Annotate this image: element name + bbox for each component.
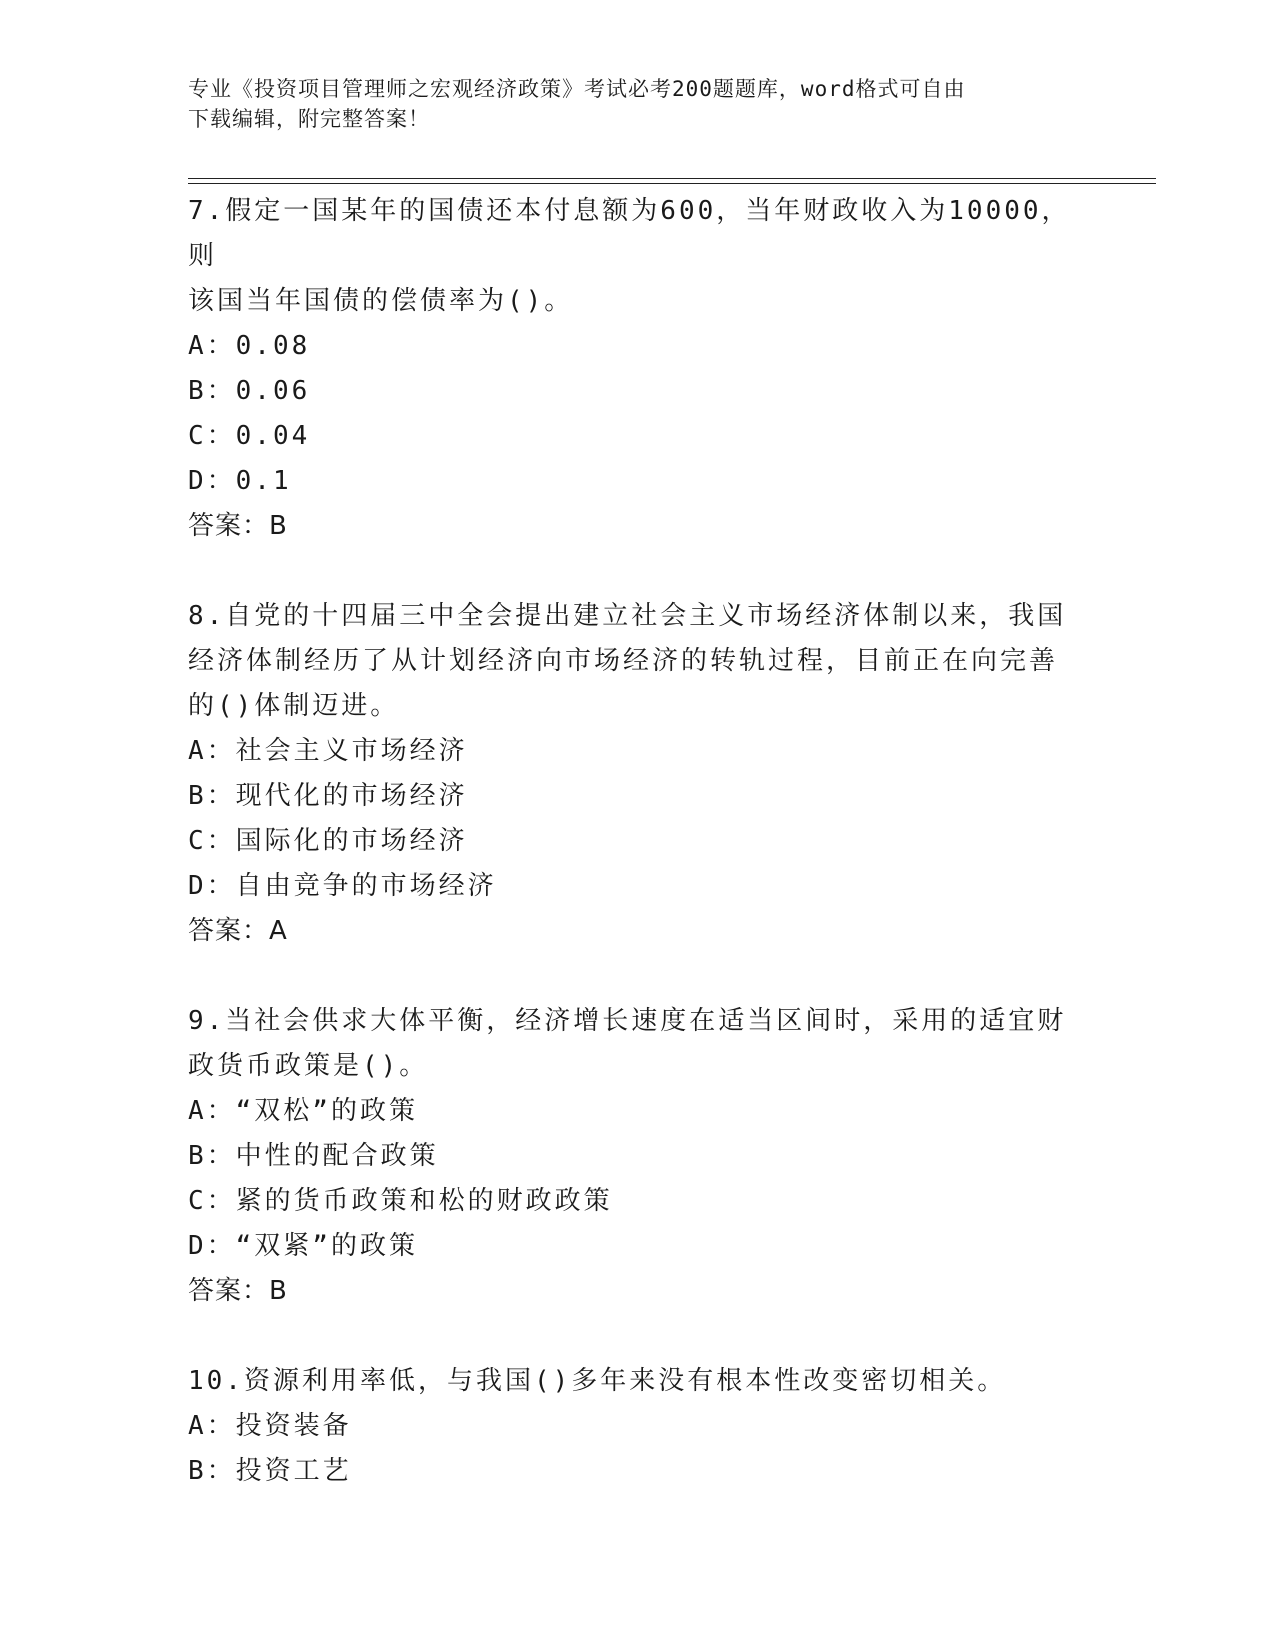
document-header xyxy=(188,74,1088,134)
option-d: D：自由竞争的市场经济 xyxy=(188,871,497,901)
question-10 xyxy=(188,1359,1088,1494)
option-b: B：现代化的市场经济 xyxy=(188,781,468,811)
option-a: A：社会主义市场经济 xyxy=(188,736,468,766)
question-text-line: 9.当社会供求大体平衡，经济增长速度在适当区间时，采用的适宜财 xyxy=(188,1006,1067,1036)
header-line-2: 下载编辑，附完整答案！ xyxy=(188,107,430,131)
option-a: A：投资装备 xyxy=(188,1411,352,1441)
question-text-line: 10.资源利用率低，与我国()多年来没有根本性改变密切相关。 xyxy=(188,1366,1007,1396)
question-7 xyxy=(188,189,1088,549)
header-divider-top xyxy=(188,178,1156,179)
question-text-line: 该国当年国债的偿债率为()。 xyxy=(188,286,574,316)
option-b: B：投资工艺 xyxy=(188,1456,352,1486)
answer-line: 答案：B xyxy=(188,1276,288,1306)
option-a: A：0.08 xyxy=(188,331,311,361)
option-b: B：中性的配合政策 xyxy=(188,1141,439,1171)
question-text-line: 经济体制经历了从计划经济向市场经济的转轨过程，目前正在向完善 xyxy=(188,646,1059,676)
option-c: C：0.04 xyxy=(188,421,311,451)
question-text-line: 政货币政策是()。 xyxy=(188,1051,429,1081)
option-c: C：紧的货币政策和松的财政政策 xyxy=(188,1186,613,1216)
question-8 xyxy=(188,594,1088,954)
question-9 xyxy=(188,999,1088,1314)
option-b: B：0.06 xyxy=(188,376,311,406)
answer-line: 答案：A xyxy=(188,916,288,946)
header-line-1: 专业《投资项目管理师之宏观经济政策》考试必考200题题库，word格式可自由 xyxy=(188,77,966,101)
question-text-line: 的()体制迈进。 xyxy=(188,691,400,721)
question-text-line: 8.自党的十四届三中全会提出建立社会主义市场经济体制以来，我国 xyxy=(188,601,1067,631)
option-d: D：“双紧”的政策 xyxy=(188,1231,418,1261)
question-text-line: 7.假定一国某年的国债还本付息额为600，当年财政收入为10000，则 xyxy=(188,196,1071,271)
answer-line: 答案：B xyxy=(188,511,288,541)
option-a: A：“双松”的政策 xyxy=(188,1096,418,1126)
header-divider-bottom xyxy=(188,183,1156,184)
question-list xyxy=(188,189,1088,1539)
option-d: D：0.1 xyxy=(188,466,292,496)
option-c: C：国际化的市场经济 xyxy=(188,826,468,856)
